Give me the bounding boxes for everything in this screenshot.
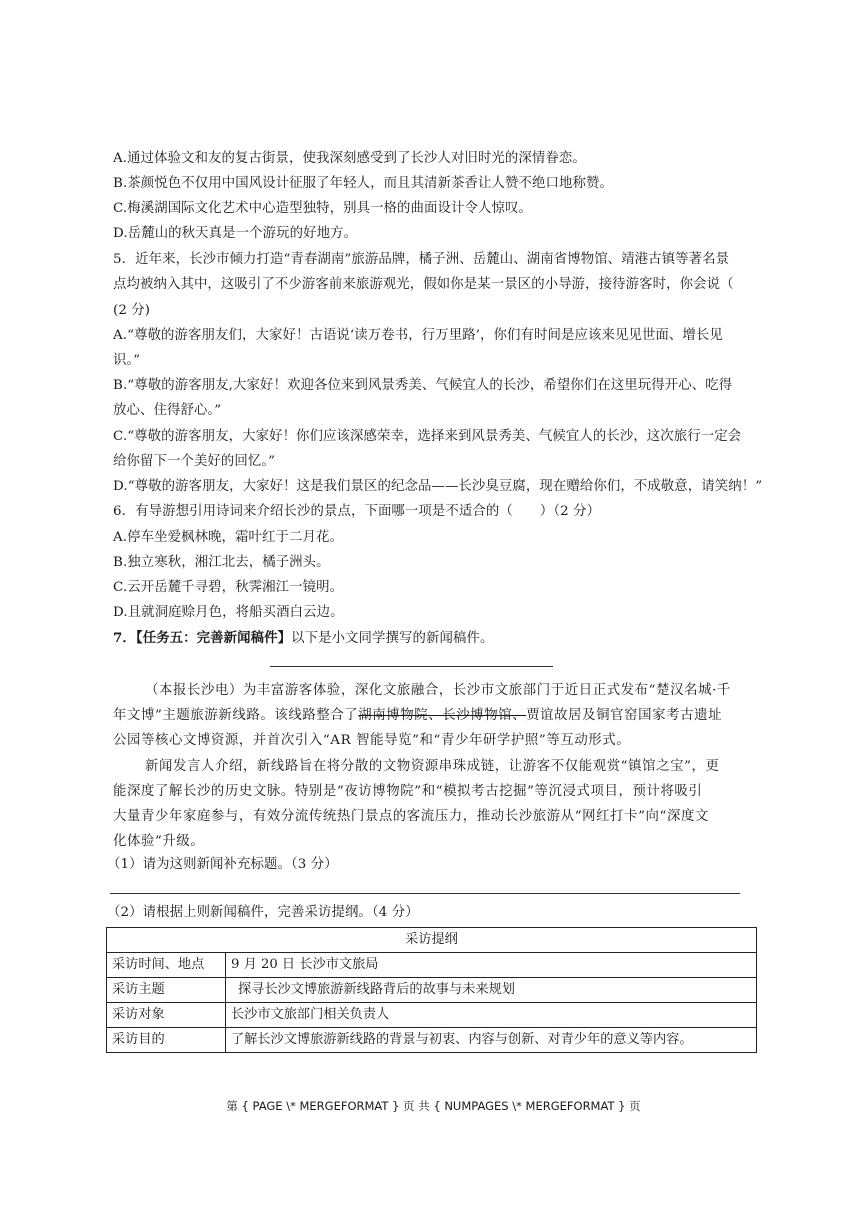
q5-stem-line1: 5．近年来，长沙市倾力打造“青春湖南”旅游品牌，橘子洲、岳麓山、湖南省博物馆、靖港古镇等著名景: [113, 252, 730, 267]
page-footer: 第 { PAGE \* MERGEFORMAT } 页 共 { NUMPAGES \* MERGEFORMAT } 页: [226, 1099, 641, 1113]
q7-sub2: （2）请根据上则新闻稿件，完善采访提纲。（4 分）: [107, 905, 419, 920]
table-row: [107, 953, 757, 978]
q7-heading-text: 以下是小文同学撰写的新闻稿件。: [291, 631, 494, 646]
q5-option-b-line1: B.“尊敬的游客朋友,大家好！欢迎各位来到风景秀美、气候宜人的长沙，希望你们在这里玩得开心、吃得: [113, 378, 733, 393]
q4-option-b: B.茶颜悦色不仅用中国风设计征服了年轻人，而且其清新茶香让人赞不绝口地称赞。: [113, 176, 613, 191]
outline-label-interviewee: 采访对象: [107, 1003, 226, 1028]
table-row: [107, 978, 757, 1003]
outline-value-theme: 探寻长沙文博旅游新线路背后的故事与未来规划: [226, 978, 757, 1003]
q5-option-a-line1: A.“尊敬的游客朋友们，大家好！古语说‘读万卷书，行万里路’，你们有时间是应该来见见世面、增长见: [113, 328, 723, 343]
article-p2-line4: 化体验”升级。: [113, 834, 205, 849]
q7-heading: [113, 629, 493, 648]
article-p1-line2-end: 贾谊故居及铜官窑国家考古遗址: [526, 708, 723, 723]
q4-option-d: D.岳麓山的秋天真是一个游玩的好地方。: [113, 226, 358, 241]
outline-label-theme: 采访主题: [107, 978, 226, 1003]
q7-sub1: （1）请为这则新闻补充标题。（3 分）: [107, 857, 338, 872]
interview-outline-table: [106, 927, 757, 1053]
q5-score: (2 分): [113, 303, 151, 318]
table-row: [107, 928, 757, 953]
article-top-rule: [270, 666, 553, 667]
q5-option-a-line2: 识。”: [113, 353, 141, 368]
table-row: [107, 1028, 757, 1053]
title-answer-line: [110, 893, 740, 894]
q6-option-d: D.且就洞庭赊月色，将船买酒白云边。: [113, 605, 344, 620]
outline-value-time-place: 9 月 20 日 长沙市文旅局: [226, 953, 757, 978]
q4-option-c: C.梅溪湖国际文化艺术中心造型独特，别具一格的曲面设计令人惊叹。: [113, 201, 532, 216]
q6-option-b: B.独立寒秋，湘江北去，橘子洲头。: [113, 555, 330, 570]
outline-label-purpose: 采访目的: [107, 1028, 226, 1053]
outline-value-interviewee: 长沙市文旅部门相关负责人: [226, 1003, 757, 1028]
outline-value-purpose: 了解长沙文博旅游新线路的背景与初衷、内容与创新、对青少年的意义等内容。: [226, 1028, 757, 1053]
article-p1-line2-start: 年文博”主题旅游新线路。该线路整合了: [113, 708, 359, 723]
q6-option-a: A.停车坐爱枫林晚，霜叶红于二月花。: [113, 530, 343, 545]
q7-heading-task: 7．【任务五：完善新闻稿件】: [113, 630, 292, 646]
q5-option-b-line2: 放心、住得舒心。”: [113, 403, 222, 418]
article-p1-line2: [113, 707, 722, 725]
q5-option-d: D.“尊敬的游客朋友，大家好！这是我们景区的纪念品——长沙臭豆腐，现在赠给你们，不成敬意，请笑纳！”: [113, 479, 763, 494]
q5-option-c-line1: C.“尊敬的游客朋友，大家好！你们应该深感荣幸，选择来到风景秀美、气候宜人的长沙，这次旅行一定会: [113, 429, 742, 444]
table-row: [107, 1003, 757, 1028]
article-p2-line3: 大量青少年家庭参与，有效分流传统热门景点的客流压力，推动长沙旅游从“网红打卡”向“深度文: [113, 809, 709, 824]
q6-stem: 6．有导游想引用诗词来介绍长沙的景点，下面哪一项是不适合的（ ）（2 分）: [113, 504, 601, 519]
outline-title: 采访提纲: [107, 928, 757, 953]
q6-option-c: C.云开岳麓千寻碧，秋霁湘江一镜明。: [113, 580, 344, 595]
article-p2-line1: 新闻发言人介绍，新线路旨在将分散的文物资源串珠成链，让游客不仅能观赏“镇馆之宝”，更: [145, 759, 720, 774]
q5-stem-line2: 点均被纳入其中，这吸引了不少游客前来旅游观光，假如你是某一景区的小导游，接待游客时，你会说（: [113, 277, 734, 292]
article-p1-line1: （本报长沙电）为丰富游客体验，深化文旅融合，长沙市文旅部门于近日正式发布“楚汉名城·千: [145, 683, 731, 698]
q5-option-c-line2: 给你留下一个美好的回忆。”: [113, 454, 276, 469]
outline-label-time-place: 采访时间、地点: [107, 953, 226, 978]
article-p1-struck-text: 湖南博物院、长沙博物馆、: [358, 708, 527, 723]
article-p2-line2: 能深度了解长沙的历史文脉。特别是“夜访博物院”和“模拟考古挖掘”等沉浸式项目，预计将吸引: [113, 784, 703, 799]
q4-option-a: A.通过体验文和友的复古街景，使我深刻感受到了长沙人对旧时光的深情眷恋。: [113, 151, 586, 166]
article-p1-line3: 公园等核心文博资源，并首次引入“AR 智能导览”和“青少年研学护照”等互动形式。: [113, 733, 631, 748]
